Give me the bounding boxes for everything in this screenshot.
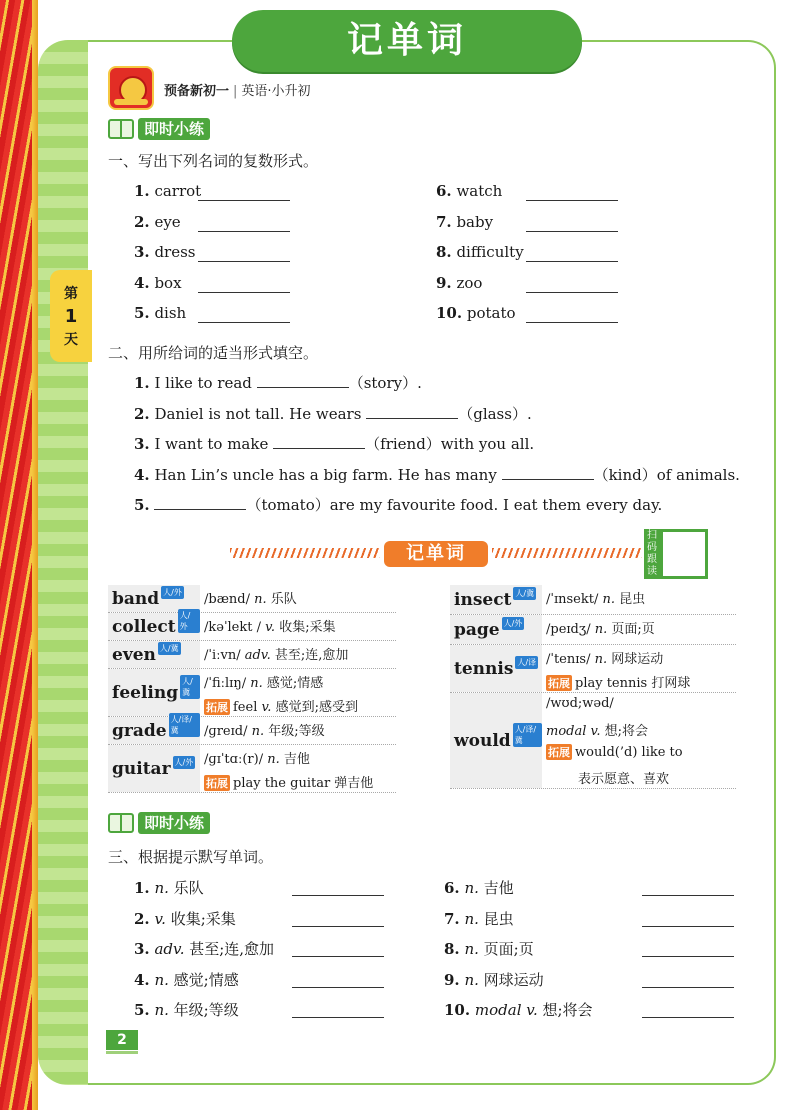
item-number: 7. xyxy=(444,909,460,928)
vocab-row xyxy=(108,669,396,717)
phonetic: /ˈfiːlɪŋ/ xyxy=(204,676,251,691)
vocab-word-text: grade xyxy=(112,720,167,741)
exercise-item xyxy=(134,182,201,200)
sentence-after: （story）. xyxy=(348,374,422,392)
meaning: 乐队 xyxy=(168,879,204,897)
vocab-row xyxy=(450,585,736,615)
word-definition xyxy=(546,618,655,637)
item-word: dress xyxy=(154,243,196,261)
item-number: 9. xyxy=(436,273,452,292)
item-word: difficulty xyxy=(456,243,524,261)
word-banner xyxy=(230,541,640,567)
word-definition xyxy=(204,748,310,767)
item-number: 9. xyxy=(444,970,460,989)
item-number: 2. xyxy=(134,909,150,928)
answer-blank[interactable] xyxy=(292,956,384,957)
word-definition xyxy=(204,588,297,607)
dictation-item xyxy=(134,938,274,959)
meaning: 网球运动 xyxy=(607,652,664,667)
textbook-tag: 人/外 xyxy=(163,588,182,597)
sentence-before: I like to read xyxy=(154,374,252,392)
meaning: 收集;采集 xyxy=(165,909,236,928)
part-of-speech: v. xyxy=(261,700,272,715)
phonetic: /kəˈlekt / xyxy=(204,620,266,635)
item-word: carrot xyxy=(154,182,202,200)
part-of-speech: n. xyxy=(154,879,169,897)
meaning: 感觉;情感 xyxy=(262,676,324,691)
day-tab-bottom: 天 xyxy=(64,332,78,349)
meaning: 昆虫 xyxy=(478,909,514,928)
vocab-word xyxy=(450,615,542,644)
item-number: 7. xyxy=(436,212,452,231)
sentence-after: （glass）. xyxy=(458,404,532,423)
phonetic: /bænd/ xyxy=(204,592,255,607)
dictation-item xyxy=(134,999,239,1020)
vocab-word xyxy=(108,610,200,640)
meaning: 昆虫 xyxy=(614,592,646,607)
scan-qr-box[interactable] xyxy=(644,529,708,579)
textbook-tag: 人/冀 xyxy=(180,675,200,699)
exercise-item xyxy=(134,243,196,261)
answer-blank[interactable] xyxy=(526,231,618,232)
answer-blank[interactable] xyxy=(642,895,734,896)
item-number: 5. xyxy=(134,1001,150,1019)
meaning: 吉他 xyxy=(279,752,310,767)
item-number: 5. xyxy=(134,496,150,514)
vocab-word-text: tennis xyxy=(454,658,514,679)
vocab-row xyxy=(108,610,396,641)
fill-sentence xyxy=(134,372,422,393)
item-word: box xyxy=(154,273,182,292)
vocab-word-text: band xyxy=(112,588,160,609)
word-banner-label: 记单词 xyxy=(384,541,488,567)
textbook-tag: 人/外 xyxy=(503,619,523,628)
item-word: watch xyxy=(456,182,503,200)
left-ribbon-decoration xyxy=(0,0,38,1110)
brand-line xyxy=(164,80,311,99)
answer-blank[interactable] xyxy=(526,200,618,201)
meaning: 页面;页 xyxy=(607,622,655,637)
sentence-before: Han Lin’s uncle has a big farm. He has many xyxy=(154,465,497,484)
answer-blank[interactable] xyxy=(526,261,618,262)
part-of-speech: n. xyxy=(464,879,479,897)
item-word: zoo xyxy=(456,273,483,292)
item-number: 3. xyxy=(134,940,150,958)
brand-separator: | xyxy=(233,84,238,99)
banner-dash-right xyxy=(492,548,642,558)
phonetic: /ˈɪnsekt/ xyxy=(546,592,603,607)
dictation-item xyxy=(444,908,514,929)
word-definition xyxy=(204,644,348,663)
answer-blank[interactable] xyxy=(257,374,349,388)
sentence-after: （kind）of animals. xyxy=(593,465,740,484)
meaning: 乐队 xyxy=(266,592,297,607)
part-of-speech: adv. xyxy=(244,648,271,663)
vocab-word-text: guitar xyxy=(112,758,171,779)
page-title: 记单词 xyxy=(232,10,582,72)
meaning: 年级;等级 xyxy=(168,1001,239,1019)
answer-blank[interactable] xyxy=(198,200,290,201)
meaning: 甚至;连,愈加 xyxy=(184,940,275,958)
exercise-item xyxy=(134,304,186,322)
item-number: 3. xyxy=(134,435,150,453)
answer-blank[interactable] xyxy=(642,956,734,957)
answer-blank[interactable] xyxy=(366,405,458,419)
part-of-speech: n. xyxy=(464,940,479,958)
textbook-tag: 人/外 xyxy=(174,758,194,767)
sentence-after: （friend）with you all. xyxy=(365,435,535,453)
item-number: 8. xyxy=(436,243,452,261)
textbook-tag: 人/冀 xyxy=(515,589,535,598)
vocab-word-text: feeling xyxy=(112,682,179,703)
item-number: 1. xyxy=(134,182,150,200)
meaning: 想;将会 xyxy=(600,724,648,739)
meaning: 想;将会 xyxy=(537,1001,593,1019)
answer-blank[interactable] xyxy=(292,926,384,927)
word-extension xyxy=(546,672,690,691)
item-word: eye xyxy=(154,212,181,231)
word-extension xyxy=(204,772,373,791)
vocab-row xyxy=(108,585,396,613)
practice-label: 即时小练 xyxy=(138,118,210,140)
part-of-speech: n. xyxy=(267,752,280,767)
answer-blank[interactable] xyxy=(526,322,618,323)
answer-blank[interactable] xyxy=(198,261,290,262)
item-number: 6. xyxy=(444,879,460,897)
vocab-word xyxy=(108,641,200,668)
extension-badge: 拓展 xyxy=(206,701,228,714)
answer-blank[interactable] xyxy=(292,987,384,988)
scan-label: 扫码跟读 xyxy=(644,529,660,579)
item-number: 2. xyxy=(134,404,150,423)
day-tab-top: 第 xyxy=(64,286,78,302)
extension-badge: 拓展 xyxy=(548,746,570,759)
textbook-tag: 人/译 xyxy=(517,658,537,667)
item-number: 1. xyxy=(134,374,150,392)
meaning: 感觉;情感 xyxy=(168,970,239,989)
vocab-word xyxy=(450,585,542,614)
meaning: 吉他 xyxy=(478,879,514,897)
book-icon xyxy=(108,813,134,833)
item-number: 2. xyxy=(134,212,150,231)
phonetic: /ɡreɪd/ xyxy=(204,724,252,739)
vocab-word xyxy=(108,714,200,744)
item-number: 5. xyxy=(134,304,150,322)
vocab-word-text: collect xyxy=(112,616,176,637)
dictation-item xyxy=(444,938,534,959)
brand-bold: 预备新初一 xyxy=(164,84,230,99)
brand-subtitle: 英语·小升初 xyxy=(241,84,311,99)
meaning: 感觉到;感受到 xyxy=(271,700,358,715)
vocab-row xyxy=(108,745,396,793)
vocab-word xyxy=(108,585,200,612)
part-of-speech: n. xyxy=(464,909,479,928)
page-number: 2 xyxy=(106,1030,138,1050)
textbook-tag: 人/译/冀 xyxy=(513,723,542,747)
word-definition xyxy=(546,588,645,607)
part-of-speech: n. xyxy=(250,676,263,691)
answer-blank[interactable] xyxy=(198,322,290,323)
dictation-item xyxy=(134,908,236,929)
dictation-item xyxy=(444,969,544,990)
green-band-decoration xyxy=(38,40,90,1085)
answer-blank[interactable] xyxy=(292,895,384,896)
dictation-item xyxy=(134,877,204,898)
exercise-item xyxy=(436,274,482,292)
vocab-word xyxy=(108,669,200,716)
banner-dash-left xyxy=(230,548,380,558)
part-of-speech: n. xyxy=(602,592,615,607)
vocab-word xyxy=(450,645,542,692)
practice-label: 即时小练 xyxy=(138,812,210,834)
part-of-speech: n. xyxy=(154,1001,169,1019)
exercise-item xyxy=(436,304,516,322)
part-of-speech: modal v. xyxy=(546,724,601,739)
extension-text: would(’d) like to xyxy=(575,745,683,760)
item-number: 10. xyxy=(436,304,463,322)
word-definition xyxy=(546,696,614,711)
meaning: 页面;页 xyxy=(478,940,534,958)
word-definition xyxy=(546,720,648,739)
day-tab xyxy=(50,270,92,362)
meaning: 甚至;连,愈加 xyxy=(270,648,349,663)
part-of-speech: v. xyxy=(265,620,276,635)
item-number: 3. xyxy=(134,243,150,261)
vocab-word-text: even xyxy=(112,644,156,665)
publisher-logo-icon xyxy=(108,66,154,110)
part-of-speech: n. xyxy=(251,724,265,739)
meaning: 年级;等级 xyxy=(264,724,325,739)
exercise-item xyxy=(134,213,181,231)
fill-sentence xyxy=(134,433,534,454)
vocab-word xyxy=(450,693,542,788)
sentence-before: I want to make xyxy=(154,435,269,453)
exercise-item xyxy=(436,213,493,231)
item-number: 4. xyxy=(134,465,150,484)
sentence-before: Daniel is not tall. He wears xyxy=(154,404,362,423)
extension-note: 表示愿意、喜欢 xyxy=(578,772,670,787)
part-of-speech: n. xyxy=(594,622,608,637)
sentence-after: （tomato）are my favourite food. I eat them every day. xyxy=(246,496,663,514)
item-number: 4. xyxy=(134,970,150,989)
phonetic: /ɡɪˈtɑː(r)/ xyxy=(204,752,268,767)
fill-sentence xyxy=(134,464,740,485)
answer-blank[interactable] xyxy=(198,231,290,232)
fill-sentence xyxy=(134,403,532,424)
textbook-tag: 人/译/冀 xyxy=(169,713,200,737)
answer-blank[interactable] xyxy=(292,1017,384,1018)
qr-code-icon[interactable] xyxy=(660,529,708,579)
section-2-title: 二、用所给词的适当形式填空。 xyxy=(108,344,319,362)
word-extension xyxy=(204,696,358,715)
extension-text: play tennis 打网球 xyxy=(575,676,691,691)
extension-text: feel xyxy=(233,700,262,715)
dictation-item xyxy=(444,999,593,1020)
meaning: 收集;采集 xyxy=(275,620,336,635)
exercise-item xyxy=(134,274,182,292)
book-icon xyxy=(108,119,134,139)
item-number: 6. xyxy=(436,182,452,200)
word-definition xyxy=(546,648,663,667)
vocab-row xyxy=(108,714,396,745)
dictation-item xyxy=(134,969,239,990)
exercise-item xyxy=(436,182,502,200)
part-of-speech: modal v. xyxy=(474,1001,538,1019)
dictation-item xyxy=(444,877,514,898)
answer-blank[interactable] xyxy=(642,926,734,927)
vocab-word-text: would xyxy=(454,730,511,751)
part-of-speech: adv. xyxy=(154,940,185,958)
answer-blank[interactable] xyxy=(642,1017,734,1018)
word-extension xyxy=(546,744,683,760)
item-word: dish xyxy=(154,304,187,322)
day-tab-num: 1 xyxy=(64,306,78,328)
meaning: 网球运动 xyxy=(478,970,544,989)
answer-blank[interactable] xyxy=(198,292,290,293)
item-number: 8. xyxy=(444,940,460,958)
part-of-speech: v. xyxy=(154,909,166,928)
phonetic: /wʊd;wəd/ xyxy=(546,696,614,711)
textbook-tag: 人/冀 xyxy=(159,644,179,653)
item-word: baby xyxy=(456,212,494,231)
word-definition xyxy=(204,672,323,691)
answer-blank[interactable] xyxy=(526,292,618,293)
answer-blank[interactable] xyxy=(154,496,246,510)
phonetic: /ˈtenɪs/ xyxy=(546,652,595,667)
fill-sentence xyxy=(134,494,662,515)
phonetic: /peɪdʒ/ xyxy=(546,622,595,637)
vocab-word-text: insect xyxy=(454,589,512,610)
extension-text: play the guitar 弹吉他 xyxy=(233,776,374,791)
vocab-row xyxy=(108,641,396,669)
item-number: 1. xyxy=(134,879,150,897)
phonetic: /ˈiːvn/ xyxy=(204,648,245,663)
vocab-word-text: page xyxy=(454,619,500,640)
textbook-tag: 人/外 xyxy=(178,609,200,633)
answer-blank[interactable] xyxy=(502,466,594,480)
part-of-speech: n. xyxy=(464,970,479,989)
item-number: 4. xyxy=(134,273,150,292)
extension-badge: 拓展 xyxy=(548,677,570,690)
answer-blank[interactable] xyxy=(273,435,365,449)
item-number: 10. xyxy=(444,1001,471,1019)
word-definition xyxy=(204,616,336,635)
vocab-row xyxy=(450,693,736,789)
word-definition xyxy=(204,720,325,739)
vocab-row xyxy=(450,645,736,693)
extension-badge: 拓展 xyxy=(206,777,228,790)
exercise-item xyxy=(436,243,524,261)
section-1-title: 一、写出下列名词的复数形式。 xyxy=(108,152,319,170)
item-word: potato xyxy=(466,304,516,322)
section-3-title: 三、根据提示默写单词。 xyxy=(108,848,274,866)
vocab-word xyxy=(108,745,200,792)
part-of-speech: n. xyxy=(154,970,169,989)
vocab-row xyxy=(450,615,736,645)
answer-blank[interactable] xyxy=(642,987,734,988)
part-of-speech: n. xyxy=(594,652,608,667)
part-of-speech: n. xyxy=(254,592,267,607)
